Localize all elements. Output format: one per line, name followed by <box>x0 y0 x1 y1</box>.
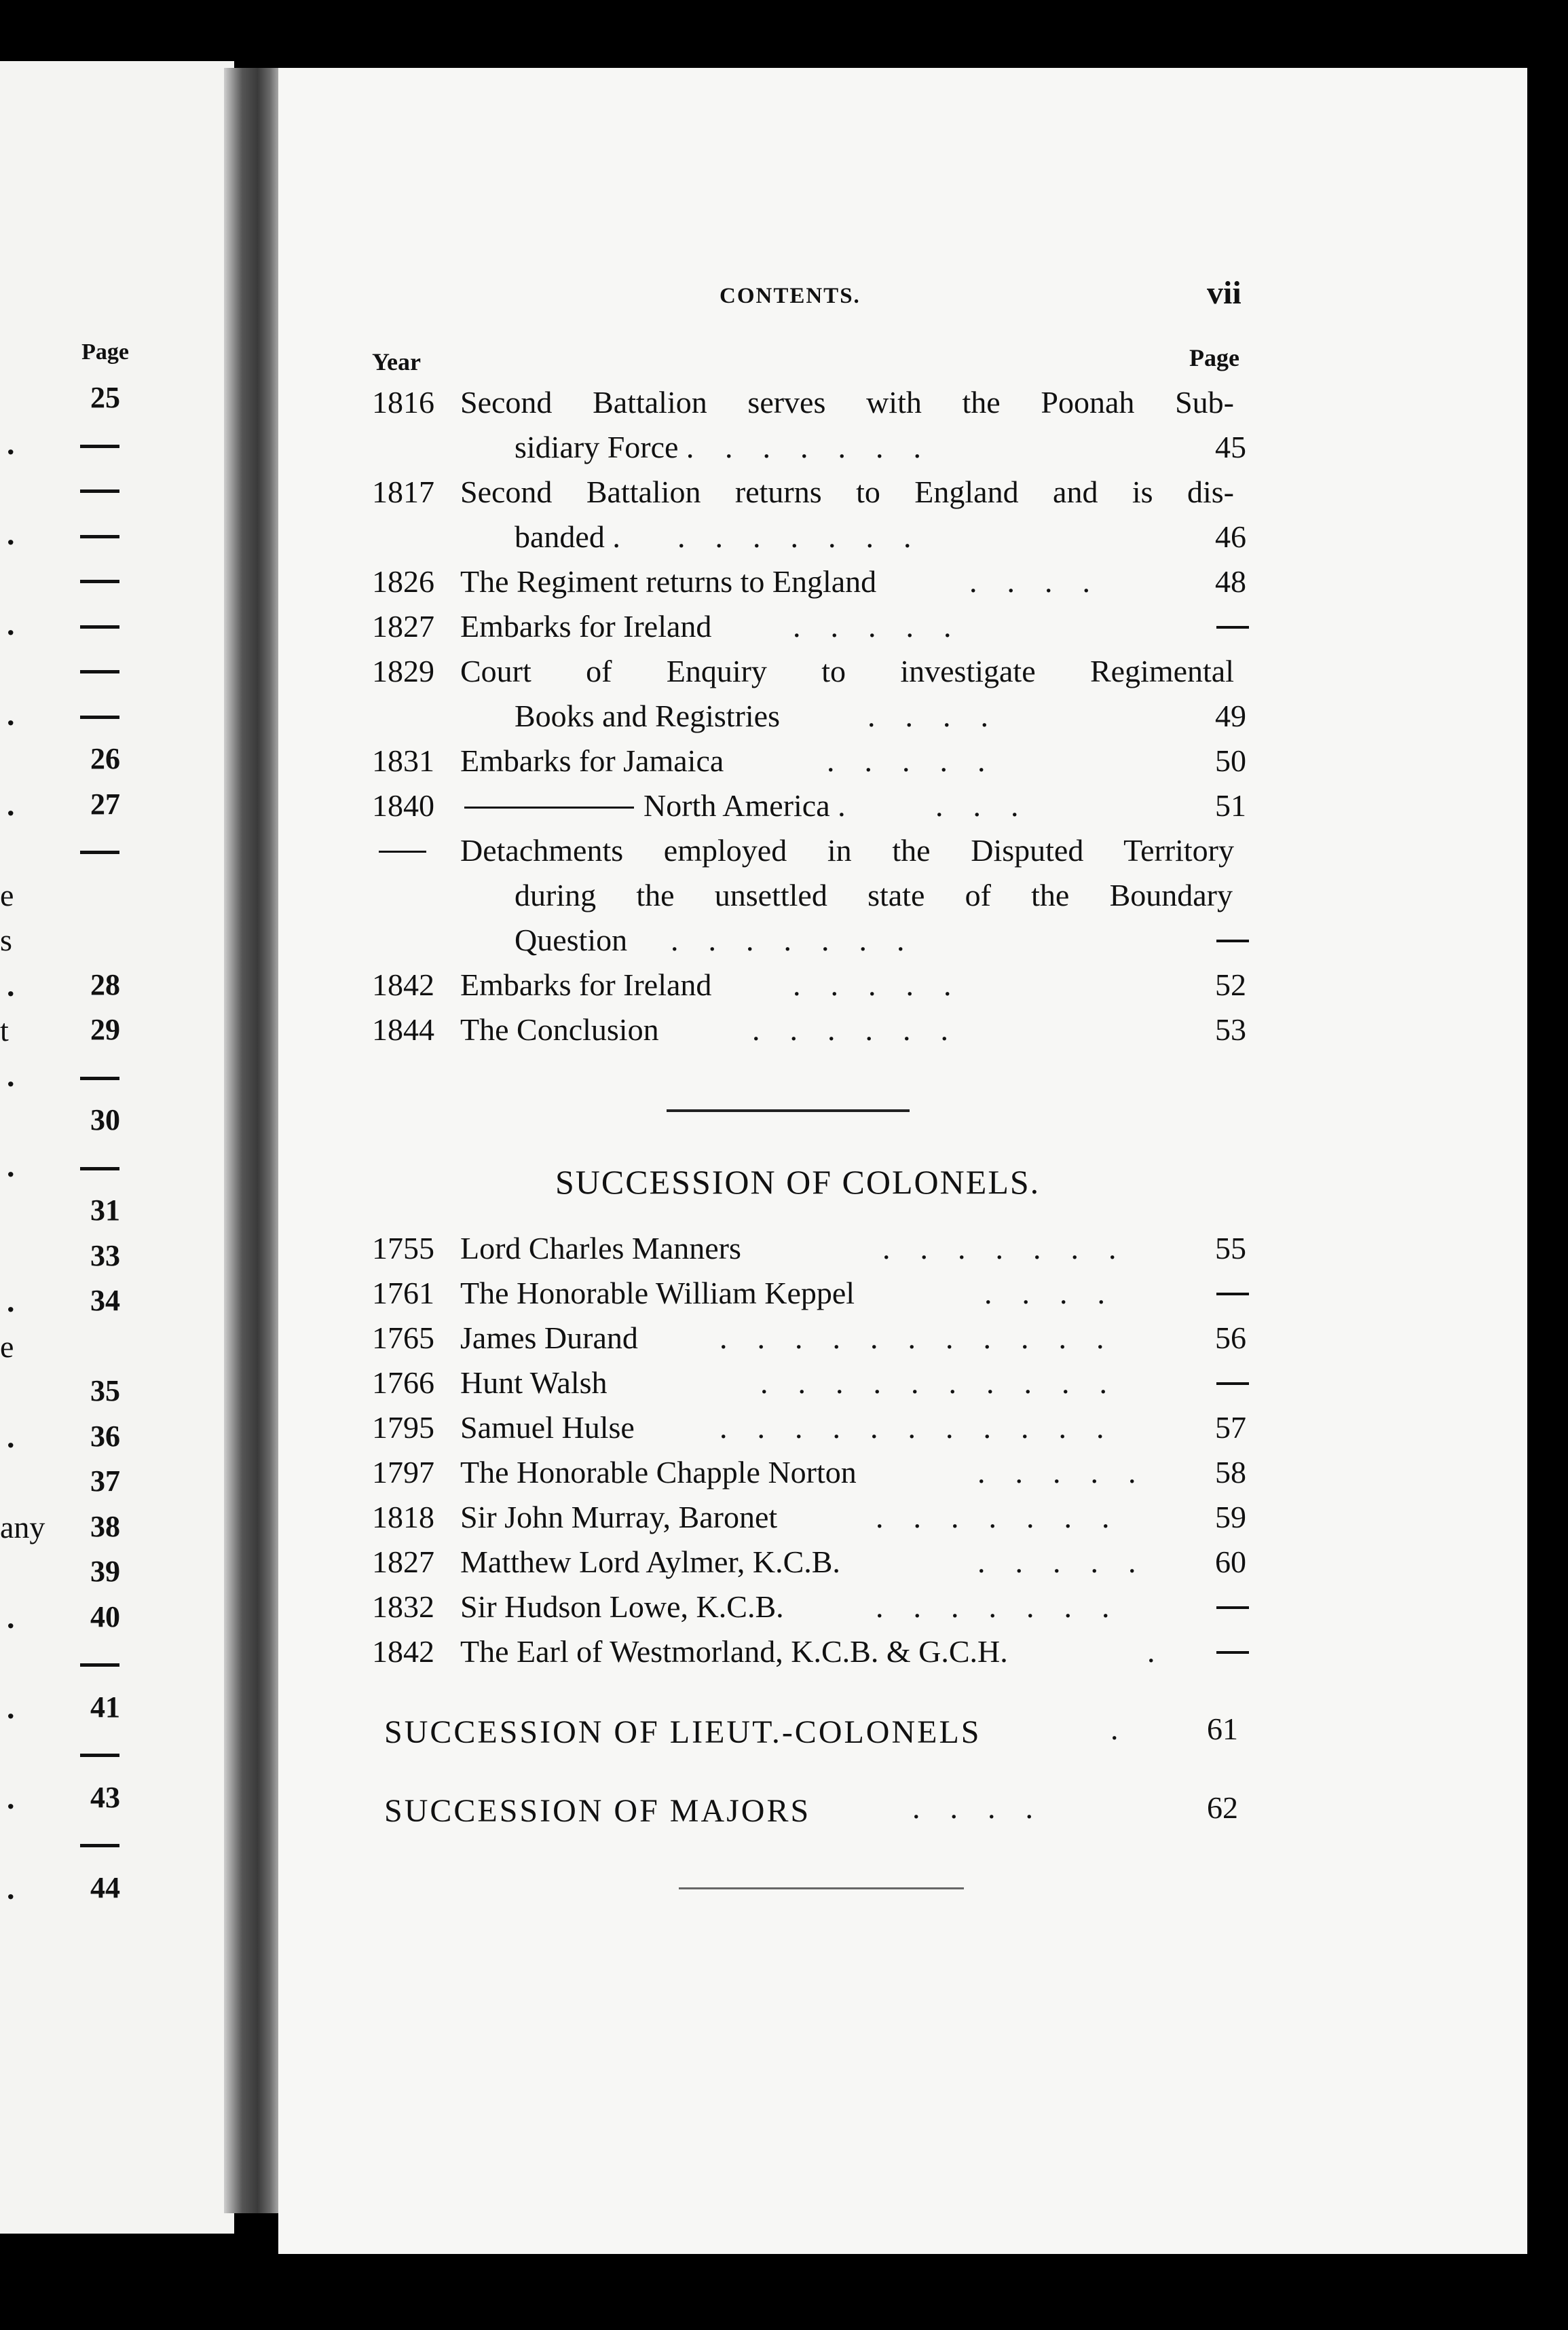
entry-page: 45 <box>1215 430 1246 464</box>
left-page-row <box>0 697 234 737</box>
colonel-year: 1765 <box>372 1320 434 1355</box>
left-page-row <box>0 1419 234 1460</box>
colonel-page: 56 <box>1215 1320 1246 1355</box>
page-column-label: Page <box>1189 344 1239 371</box>
left-page-row <box>0 787 234 828</box>
colonel-name: Hunt Walsh <box>460 1365 608 1400</box>
left-page-label: Page <box>81 339 129 365</box>
majors-heading: SUCCESSION OF MAJORS <box>384 1793 811 1829</box>
left-page-row <box>0 1012 234 1053</box>
leader-dots: .... <box>969 564 1120 599</box>
leader-dot: . <box>7 426 15 461</box>
folio-number: vii <box>1207 275 1242 311</box>
colonel-entry <box>372 1540 1268 1585</box>
left-page-row <box>0 1238 234 1279</box>
page-title: CONTENTS. <box>720 284 861 308</box>
left-page-row <box>0 516 234 557</box>
entry-page-dash <box>1216 940 1249 942</box>
entry-year: 1844 <box>372 1012 434 1047</box>
colonel-entry <box>372 1495 1268 1540</box>
colonel-page: 60 <box>1215 1545 1246 1579</box>
leader-dot: . <box>7 516 15 551</box>
left-page-row <box>0 1509 234 1550</box>
left-page-number: 43 <box>90 1780 120 1814</box>
contents-entry-1816-cont <box>372 425 1268 470</box>
left-page-row <box>0 470 234 511</box>
contents-entry-1827 <box>372 604 1268 649</box>
leader-dots: ....... <box>876 1589 1140 1624</box>
left-text-fragment: e <box>0 877 14 912</box>
left-page-row <box>0 1690 234 1731</box>
left-page-dash <box>80 1663 119 1667</box>
contents-entry-1816: 1816 Second Battalion serves with the Poonah Sub- <box>372 380 1268 425</box>
colonel-name: Samuel Hulse <box>460 1410 635 1445</box>
leader-dot: . <box>7 606 15 642</box>
left-page-row <box>0 1193 234 1234</box>
left-page-row <box>0 561 234 602</box>
colonel-year: 1755 <box>372 1231 434 1265</box>
leader-dot: . <box>7 1284 15 1318</box>
entry-title-line3: Question <box>515 923 628 957</box>
left-page-dash <box>80 580 119 583</box>
left-page-number: 27 <box>90 787 120 821</box>
left-page-dash <box>80 625 119 629</box>
leader-dot: . <box>7 1690 15 1725</box>
colonel-name: The Earl of Westmorland, K.C.B. & G.C.H. <box>460 1634 1008 1669</box>
colonel-year: 1818 <box>372 1500 434 1534</box>
left-page-row <box>0 1644 234 1685</box>
colonel-name: Matthew Lord Aylmer, K.C.B. <box>460 1545 840 1579</box>
leader-dot: . <box>7 967 15 1003</box>
colonel-year: 1827 <box>372 1545 434 1579</box>
left-page-row <box>0 967 234 1008</box>
left-page-number: 26 <box>90 742 120 775</box>
leader-dot: . <box>7 1599 15 1635</box>
leader-dots: . <box>1110 1712 1149 1746</box>
colonel-year: 1832 <box>372 1589 434 1624</box>
left-page-row <box>0 1329 234 1369</box>
leader-dot: . <box>7 1148 15 1183</box>
leader-dots: ..... <box>827 743 1015 778</box>
leader-dots: ...... <box>752 1012 978 1047</box>
left-page-number: 38 <box>90 1509 120 1543</box>
colonel-entry <box>372 1629 1268 1674</box>
entry-year: 1829 <box>372 654 434 688</box>
contents-entry-detachments-cont: during the unsettled state of the Boundary <box>515 878 1233 912</box>
left-page-row <box>0 1283 234 1324</box>
entry-page-dash <box>1216 626 1249 629</box>
entry-year: 1840 <box>372 788 434 823</box>
left-page-number: 40 <box>90 1599 120 1633</box>
left-page-row <box>0 1825 234 1866</box>
left-page-dash <box>80 1754 119 1757</box>
entry-page: 49 <box>1215 699 1246 733</box>
left-page-number: 31 <box>90 1194 120 1227</box>
left-page-dash <box>80 716 119 719</box>
entry-year: 1827 <box>372 609 434 644</box>
left-page-number: 36 <box>90 1419 120 1453</box>
contents-entry-1840 <box>372 783 1268 828</box>
colonel-entry <box>372 1316 1268 1361</box>
colonel-page-dash <box>1216 1293 1249 1295</box>
left-page-row <box>0 741 234 782</box>
left-page-row <box>0 1780 234 1821</box>
entry-year: 1826 <box>372 564 434 599</box>
left-page-number: 25 <box>90 381 120 414</box>
left-page-row <box>0 1464 234 1504</box>
majors-page: 62 <box>1207 1790 1238 1825</box>
leader-dot: . <box>7 1419 15 1454</box>
colonel-entry <box>372 1361 1268 1405</box>
entry-page: 50 <box>1215 743 1246 778</box>
entry-year: 1831 <box>372 743 434 778</box>
entry-title-line2: sidiary Force . <box>515 430 694 464</box>
left-page-row <box>0 1103 234 1143</box>
contents-entry-1844 <box>372 1007 1268 1052</box>
colonels-heading: SUCCESSION OF COLONELS. <box>555 1163 1041 1201</box>
leader-dots: .......... <box>760 1365 1137 1400</box>
entry-page: 51 <box>1215 788 1246 823</box>
leader-dot: . <box>7 787 15 822</box>
leader-dots: .... <box>867 699 1018 733</box>
left-page-row <box>0 1148 234 1189</box>
left-page-number: 41 <box>90 1690 120 1724</box>
entry-title: Embarks for Jamaica <box>460 743 724 778</box>
entry-page: 53 <box>1215 1012 1246 1047</box>
colonel-entry <box>372 1226 1268 1271</box>
lieut-colonels-page: 61 <box>1207 1712 1238 1746</box>
colonel-entry <box>372 1585 1268 1629</box>
colonel-name: James Durand <box>460 1320 638 1355</box>
left-page-dash <box>80 1844 119 1847</box>
left-page-number: 33 <box>90 1238 120 1272</box>
left-page-row <box>0 606 234 647</box>
entry-title: Embarks for Ireland <box>460 609 712 644</box>
left-text-fragment: any <box>0 1509 45 1545</box>
ditto-dash <box>464 807 634 809</box>
section-divider <box>667 1109 910 1112</box>
left-page-dash <box>80 1077 119 1080</box>
leader-dots: ....... <box>876 1500 1140 1534</box>
left-page-row <box>0 1599 234 1640</box>
entry-page: 46 <box>1215 519 1246 554</box>
contents-entry-1817: 1817 Second Battalion returns to England and is dis- <box>372 470 1268 515</box>
left-page-row <box>0 1058 234 1098</box>
left-page-dash <box>80 535 119 538</box>
leader-dots: .... <box>984 1276 1135 1310</box>
entry-page: 52 <box>1215 967 1246 1002</box>
contents-entry-detachments-cont2 <box>372 918 1268 963</box>
colonel-name: Lord Charles Manners <box>460 1231 741 1265</box>
entry-year: 1817 <box>372 475 434 509</box>
leader-dots: ....... <box>677 519 941 554</box>
left-page-row <box>0 877 234 918</box>
left-page-dash <box>80 1167 119 1170</box>
entry-title: Embarks for Ireland <box>460 967 712 1002</box>
leader-dots: ...... <box>725 430 951 464</box>
leader-dots: . <box>1147 1634 1185 1669</box>
contents-entry-1829: 1829 Court of Enquiry to investigate Regimental <box>372 649 1268 694</box>
leader-dot: . <box>7 1058 15 1093</box>
leader-dots: ..... <box>977 1455 1166 1490</box>
left-page-dash <box>80 445 119 448</box>
left-page-row <box>0 922 234 963</box>
colonel-page: 57 <box>1215 1410 1246 1445</box>
left-page-row <box>0 1554 234 1595</box>
left-page-number: 35 <box>90 1374 120 1407</box>
colonel-year: 1842 <box>372 1634 434 1669</box>
left-page-row <box>0 651 234 692</box>
entry-title: The Conclusion <box>460 1012 659 1047</box>
entry-title-line2: Books and Registries <box>515 699 780 733</box>
colonel-name: The Honorable Chapple Norton <box>460 1455 857 1490</box>
colonel-year: 1797 <box>372 1455 434 1490</box>
colonel-entry <box>372 1271 1268 1316</box>
colonel-entry <box>372 1450 1268 1495</box>
left-page-dash <box>80 489 119 493</box>
leader-dots: ... <box>935 788 1049 823</box>
leader-dots: ........... <box>720 1410 1134 1445</box>
left-page-number: 29 <box>90 1013 120 1046</box>
contents-entry-1831 <box>372 739 1268 783</box>
leader-dots: ..... <box>977 1545 1166 1579</box>
entry-title: The Regiment returns to England <box>460 564 877 599</box>
leader-dots: ..... <box>793 609 982 644</box>
colonel-name: Sir Hudson Lowe, K.C.B. <box>460 1589 784 1624</box>
ditto-year-dash <box>379 851 426 853</box>
colonel-page: 59 <box>1215 1500 1246 1534</box>
left-page-row <box>0 1870 234 1911</box>
leader-dots: .... <box>912 1790 1063 1825</box>
left-page-number: 28 <box>90 967 120 1001</box>
left-text-fragment: t <box>0 1013 9 1048</box>
entry-year: 1816 <box>372 385 434 420</box>
left-page-row <box>0 1373 234 1414</box>
leader-dot: . <box>7 1870 15 1906</box>
leader-dots: ....... <box>671 923 935 957</box>
contents-entry-detachments: Detachments employed in the Disputed Territory <box>372 828 1268 873</box>
entry-page: 48 <box>1215 564 1246 599</box>
colonel-name: Sir John Murray, Baronet <box>460 1500 778 1534</box>
contents-entry-1826 <box>372 559 1268 604</box>
entry-year: 1842 <box>372 967 434 1002</box>
entry-title: North America . <box>643 788 846 823</box>
left-text-fragment: s <box>0 923 12 957</box>
leader-dot: . <box>7 697 15 732</box>
colonel-page: 58 <box>1215 1455 1246 1490</box>
left-page-number: 39 <box>90 1555 120 1588</box>
colonel-page-dash <box>1216 1606 1249 1609</box>
left-page-number: 30 <box>90 1103 120 1136</box>
colonel-page-dash <box>1216 1651 1249 1654</box>
leader-dots: ....... <box>882 1231 1146 1265</box>
lieut-colonels-heading: SUCCESSION OF LIEUT.-COLONELS <box>384 1714 982 1750</box>
colonel-year: 1795 <box>372 1410 434 1445</box>
left-page-row <box>0 1735 234 1775</box>
left-page-dash <box>80 670 119 673</box>
colonel-year: 1761 <box>372 1276 434 1310</box>
left-page-number: 37 <box>90 1464 120 1498</box>
left-page-number: 44 <box>90 1870 120 1904</box>
contents-entry-1829-cont <box>372 694 1268 739</box>
left-page-column <box>0 339 234 1928</box>
colonel-year: 1766 <box>372 1365 434 1400</box>
left-page-row <box>0 832 234 872</box>
end-rule <box>679 1887 964 1889</box>
colonel-entry <box>372 1405 1268 1450</box>
left-page-number: 34 <box>90 1284 120 1317</box>
leader-dots: ..... <box>793 967 982 1002</box>
left-page-row <box>0 380 234 421</box>
contents-entry-1842 <box>372 963 1268 1007</box>
year-column-label: Year <box>372 348 421 375</box>
contents-entry-1817-cont <box>372 515 1268 559</box>
colonel-name: The Honorable William Keppel <box>460 1276 855 1310</box>
left-text-fragment: e <box>0 1329 14 1364</box>
left-page-row <box>0 426 234 466</box>
entry-title-line2: banded . <box>515 519 620 554</box>
left-page-dash <box>80 851 119 854</box>
colonel-page: 55 <box>1215 1231 1246 1265</box>
leader-dots: ........... <box>720 1320 1134 1355</box>
leader-dot: . <box>7 1780 15 1815</box>
colonel-page-dash <box>1216 1382 1249 1385</box>
